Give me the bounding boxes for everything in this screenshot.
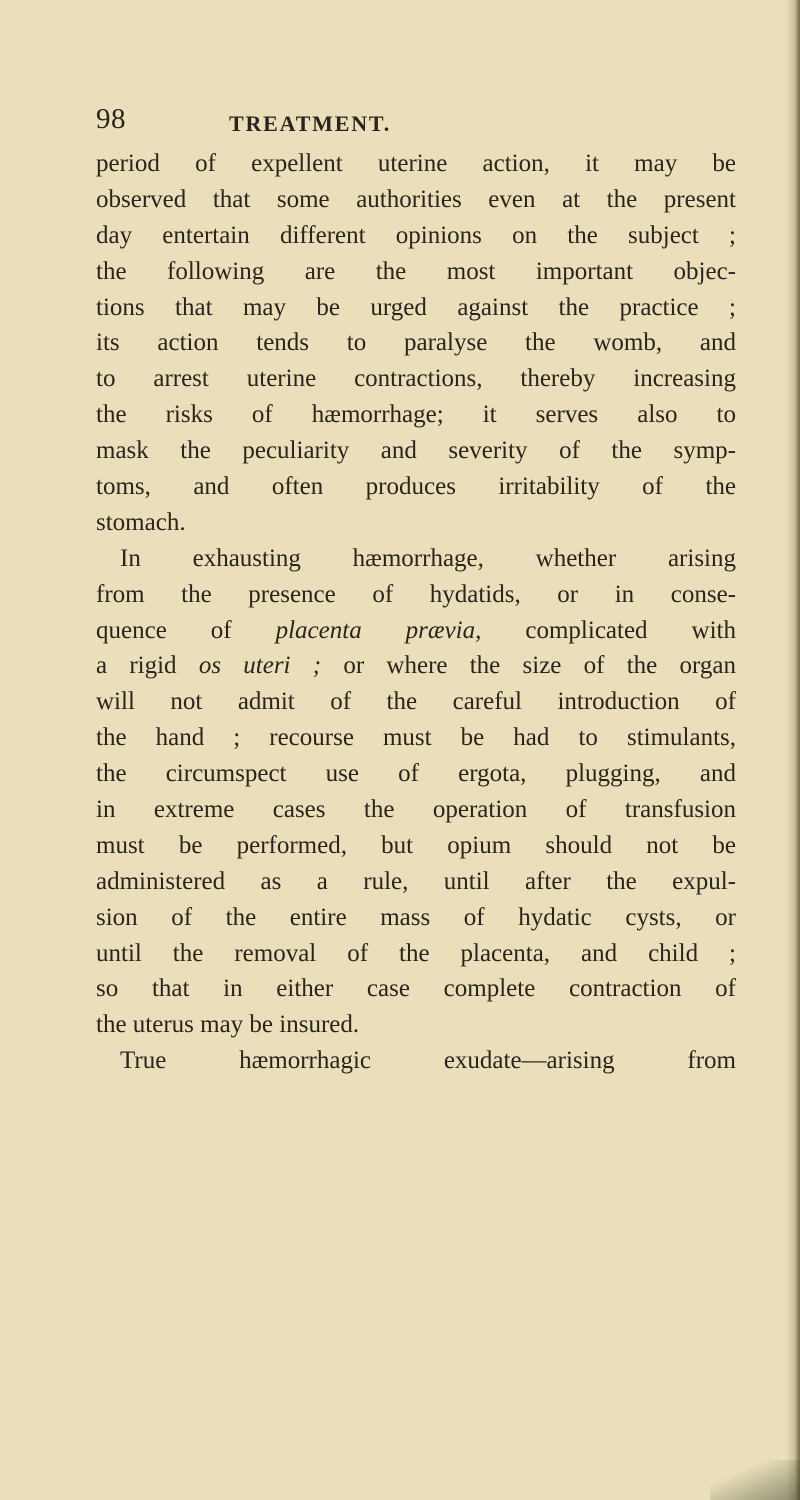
text-segment: a rigid — [96, 652, 199, 680]
page-edge-shadow — [786, 0, 800, 1500]
text-line: so that in either case complete contraction of — [96, 975, 736, 1003]
page-header — [96, 103, 736, 143]
text-line: the uterus may be insured. — [96, 1011, 360, 1039]
text-line: stomach. — [96, 508, 186, 536]
text-line: its action tends to paralyse the womb, and — [96, 329, 736, 357]
text-line: sion of the entire mass of hydatic cysts, or — [96, 903, 736, 931]
text-line — [96, 613, 736, 649]
body-text — [96, 146, 736, 1079]
text-line: toms, and often produces irritability of the — [96, 473, 736, 501]
text-line: the following are the most important objec- — [96, 257, 736, 285]
text-line-paragraph-start: In exhausting hæmorrhage, whether arising — [120, 544, 736, 572]
text-line-paragraph-start: True hæmorrhagic exudate—arising from — [120, 1047, 736, 1075]
text-segment: quence of — [96, 616, 276, 644]
italic-term: os uteri ; — [198, 652, 322, 680]
text-line: until the removal of the placenta, and child ; — [96, 939, 736, 967]
text-line: the risks of hæmorrhage; it serves also to — [96, 401, 736, 429]
text-line: mask the peculiarity and severity of the symp- — [96, 437, 736, 465]
running-head: TREATMENT. — [229, 111, 392, 136]
text-line: must be performed, but opium should not be — [96, 831, 736, 859]
text-segment: complicated with — [481, 616, 736, 644]
text-line: administered as a rule, until after the expul- — [96, 867, 736, 895]
text-line — [96, 648, 736, 684]
text-line: from the presence of hydatids, or in conse- — [96, 580, 736, 608]
text-line: to arrest uterine contractions, thereby increasing — [96, 365, 736, 393]
text-line: the circumspect use of ergota, plugging, and — [96, 760, 736, 788]
text-line: in extreme cases the operation of transfusion — [96, 796, 736, 824]
page-number: 98 — [96, 103, 126, 135]
text-line: period of expellent uterine action, it may be — [96, 150, 736, 177]
text-line: the hand ; recourse must be had to stimulants, — [96, 724, 736, 752]
text-line: day entertain different opinions on the subject ; — [96, 221, 736, 249]
page-corner-shadow — [710, 1460, 800, 1500]
text-line: tions that may be urged against the practice ; — [96, 293, 736, 321]
text-line: observed that some authorities even at the present — [96, 185, 736, 213]
italic-term: placenta prævia, — [275, 616, 482, 644]
text-line: will not admit of the careful introduction of — [96, 688, 736, 716]
text-segment: or where the size of the organ — [321, 652, 736, 680]
